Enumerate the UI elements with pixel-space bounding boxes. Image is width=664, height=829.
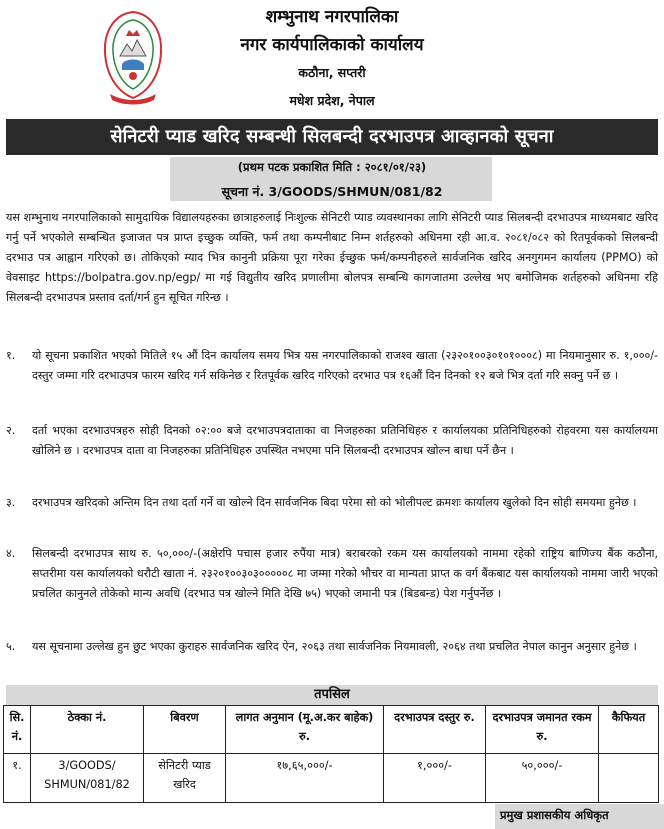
cell-contract-no: 3/GOODS/ SHMUN/081/82 — [31, 754, 144, 803]
condition-number: २. — [6, 424, 16, 437]
office-location: कठौना, सप्तरी — [298, 65, 366, 80]
condition-text: यस सूचनामा उल्लेख हुन छुट भएका कुराहरु सार्वजनिक खरिद ऐन, २०६३ तथा सार्वजनिक नियमावली, २०६४ तथा प्रचलित नेपाल कानुन अनुसार हुनेछ । — [32, 640, 637, 653]
condition-number: ४. — [6, 547, 16, 560]
municipality-name: शम्भुनाथ नगरपालिका — [265, 7, 399, 27]
header-sn: सि. नं. — [4, 706, 31, 754]
condition-item — [6, 637, 658, 657]
office-name: नगर कार्यपालिकाको कार्यालय — [240, 35, 424, 55]
notice-title: सेनिटरी प्याड खरिद सम्बन्धी सिलबन्दी दरभाउपत्र आव्हानको सूचना — [6, 119, 658, 155]
header-bid-security: दरभाउपत्र जमानत रकम रु. — [486, 706, 599, 754]
signatory-title: प्रमुख प्रशासकीय अधिकृत — [500, 808, 609, 822]
condition-text: दरभाउपत्र खरिदको अन्तिम दिन तथा दर्ता गर्ने वा खोल्ने दिन सार्वजनिक बिदा परेमा सो को भोलीपल्ट क्रमशः कार्यालय खुलेको दिन सोही समयमा हुनेछ । — [32, 496, 637, 509]
cell-bid-security: ५०,०००/- — [486, 754, 599, 803]
header-cost-estimate: लागत अनुमान (मू.अ.कर बाहेक) रु. — [226, 706, 384, 754]
header-tender-fee: दरभाउपत्र दस्तुर रु. — [384, 706, 486, 754]
condition-number: १. — [6, 349, 16, 362]
condition-text: दर्ता भएका दरभाउपत्रहरु सोही दिनको ०२:०० बजे दरभाउपत्रदाताका वा निजहरुका प्रतिनिधिहरु र कार्यालयका प्रतिनिधिहरुको रोहवरमा यस कार्यालयमा खोलिने छ । दरभाउपत्र दाता वा निजहरुका प्रतिनिधिहरु उपस्थित नभएमा पनि सिलबन्दी दरभाउपत्र खोल्न बाधा पर्ने छैन । — [32, 424, 658, 457]
notice-number: सूचना नं. 3/GOODS/SHMUN/081/82 — [221, 184, 443, 199]
condition-item — [6, 421, 658, 461]
first-published-date: (प्रथम पटक प्रकाशित मिति : २०८१/०१/२३) — [237, 160, 427, 174]
cell-description: सेनिटरी प्याड खरिद — [144, 754, 226, 803]
condition-item — [6, 544, 658, 604]
condition-text: सिलबन्दी दरभाउपत्र साथ रु. ५०,०००/-(अक्षेरपि पचास हजार रुपैंया मात्र) बराबरको रकम यस कार्यालयको नाममा रहेको राष्ट्रिय बाणिज्य बैंक कठौना, सप्तरीमा यस कार्यालयको धरौटी खाता नं. २३२०१००३०३०००००८ मा जम्मा गरेको भौचर वा मान्यता प्राप्त क वर्ग बैंकबाट यस कार्यालयको नाममा जारी भएको प्रचलित कानुनले तोकेको मान्य अवधि (दरभाउ पत्र खोल्ने मिति देखि ७५) भएको जमानी पत्र (बिडबन्ड) पेश गर्नुपर्नेछ । — [32, 547, 658, 600]
cell-cost-estimate: १७,६५,०००/- — [226, 754, 384, 803]
condition-item — [6, 346, 658, 386]
tender-schedule-table — [3, 705, 659, 803]
table-row — [4, 754, 659, 803]
condition-item — [6, 493, 658, 513]
condition-number: ५. — [6, 640, 16, 653]
schedule-caption: तपसिल — [6, 685, 658, 705]
cell-remarks — [599, 754, 659, 803]
header-contract-no: ठेक्का नं. — [31, 706, 144, 754]
letterhead — [0, 0, 664, 118]
header-description: बिवरण — [144, 706, 226, 754]
cell-sn: १. — [4, 754, 31, 803]
condition-number: ३. — [6, 496, 16, 509]
notice-intro: यस शम्भुनाथ नगरपालिकाको सामुदायिक विद्यालयहरुका छात्राहरुलाई निःशुल्क सेनिटरी प्याड व्यवस्थानका लागि सेनिटरी प्याड सिलबन्दी दरभाउपत्र माध्यमबाट खरिद गर्नु पर्ने भएकोले सम्बन्धित इजाजत पत्र प्राप्त इच्छुक व्यक्ति, फर्म तथा कम्पनीबाट निम्न शर्तहरुको अधिनमा रही आ.व. २०८१/०८२ को रितपूर्वकको सिलबन्दी दरभाउ पत्र आह्वान गरिएको छ। तोकिएको म्याद भित्र कानुनी प्रक्रिया पूरा गरेका ईच्छुक फर्म/कम्पनीहरुले सार्वजनिक खरिद अनगुगमन कार्यालय (PPMO) को वेवसाइट https://bolpatra.gov.np/egp/ मा गई विद्युतीय खरिद प्रणालीमा बोलपत्र सम्बन्धि कागजातमा उल्लेख भए बमोजिमक शर्तहरुको अधिनमा रहि सिलबन्दी दरभाउपत्र प्रस्ताव दर्ता/गर्न हुन सूचित गरिन्छ । — [6, 211, 658, 304]
office-province: मधेश प्रदेश, नेपाल — [289, 93, 375, 108]
cell-tender-fee: १,०००/- — [384, 754, 486, 803]
condition-text: यो सूचना प्रकाशित भएको मितिले १५ औं दिन कार्यालय समय भित्र यस नगरपालिकाको राजश्व खाता (२३२०१००३०१०१०००८) मा नियमानुसार रु. १,०००/- दस्तुर जम्मा गरि दरभाउपत्र फारम खरिद गर्न सकिनेछ र रितपूर्वक खरिद गरिएको दरभाउ पत्र १६औं दिन दिनको १२ बजे भित्र दर्ता गरि सक्नु पर्ने छ । — [32, 349, 658, 382]
table-header-row — [4, 706, 659, 754]
header-remarks: कैफियत — [599, 706, 659, 754]
